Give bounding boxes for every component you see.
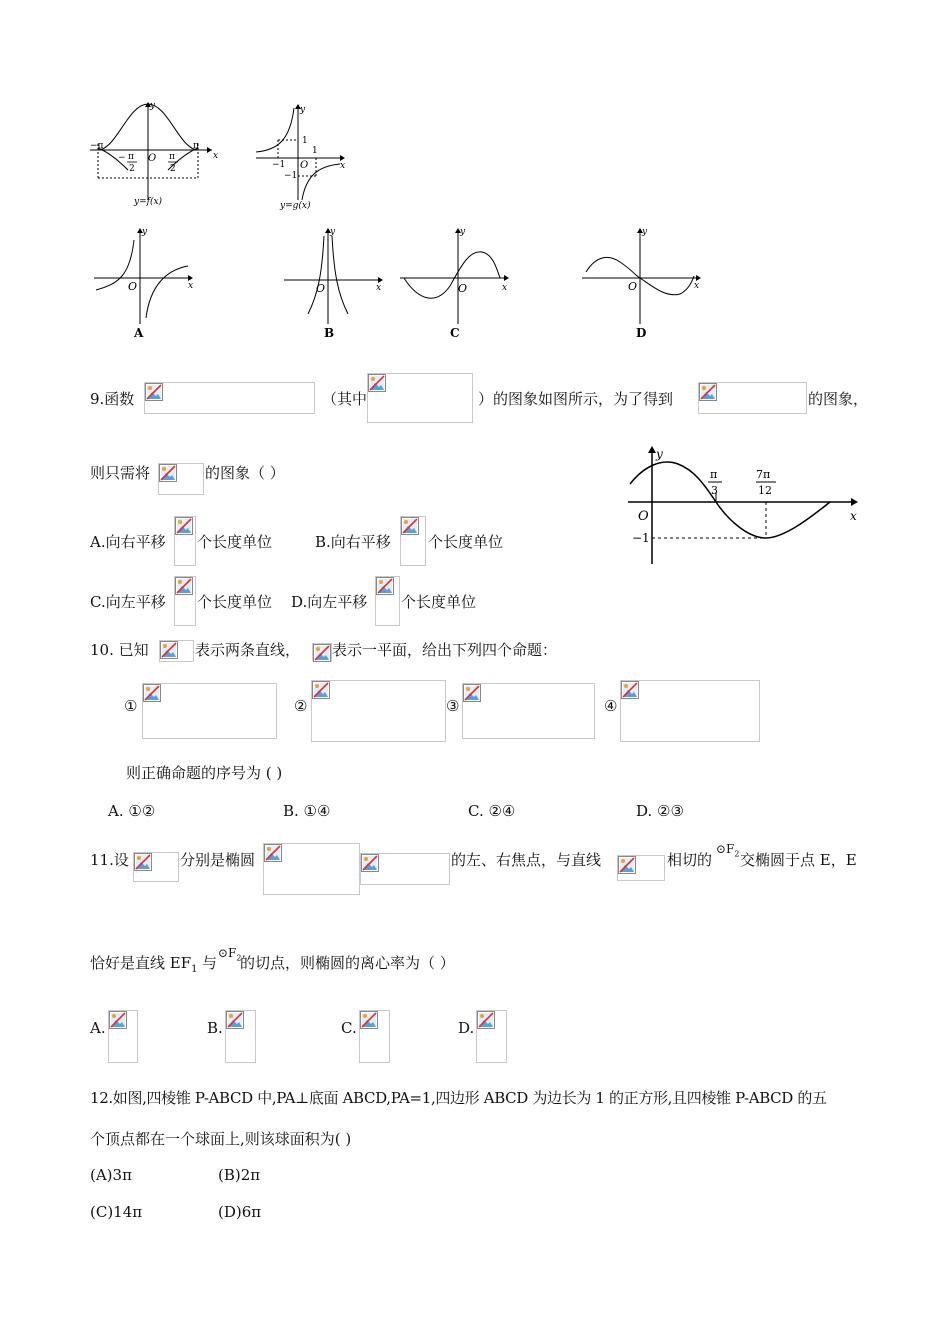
q10-statement-image-2 <box>311 680 446 742</box>
q9-option-a-image <box>174 516 196 566</box>
fx-neg-pi: −π <box>90 141 104 151</box>
q10-ask: 则正确命题的序号为 ( ) <box>126 764 283 782</box>
q9-graph-tick2-den: 12 <box>758 484 772 497</box>
svg-text:O: O <box>316 282 326 295</box>
q11-formula-image-1 <box>133 852 179 882</box>
q9-graph-y: y <box>656 447 663 461</box>
broken-image-icon <box>159 464 177 482</box>
q11-option-c-image <box>359 1010 390 1063</box>
q11-line2-c: 的切点，则椭圆的离心率为（ ） <box>240 954 455 972</box>
q11-option-b-image <box>225 1010 256 1063</box>
svg-text:O: O <box>128 280 138 293</box>
q9-text-4: 的图象， <box>808 390 869 408</box>
q11-line2-a: 恰好是直线 $EF_1$ <box>90 954 198 975</box>
q9-option-a-post: 个长度单位 <box>197 533 273 551</box>
q9-graph-tick1-num: π <box>710 468 718 481</box>
q9-graph-x: x <box>850 509 857 523</box>
q10-statement-image-3 <box>462 683 595 739</box>
q12-line-2: 个顶点都在一个球面上,则该球面积为( ) <box>90 1130 352 1148</box>
broken-image-icon <box>477 1011 495 1029</box>
broken-image-icon <box>313 644 331 662</box>
broken-image-icon <box>134 853 152 871</box>
q9-line2-b: 的图象（ ） <box>205 464 285 482</box>
option-graph-c <box>396 224 516 342</box>
svg-text:x: x <box>188 281 194 291</box>
option-a-label: A <box>134 326 144 340</box>
broken-image-icon <box>143 684 161 702</box>
option-c-label: C <box>450 326 460 340</box>
svg-text:y: y <box>460 227 466 237</box>
svg-text:O: O <box>628 280 638 293</box>
q9-option-c-pre: C.向左平移 <box>90 593 166 611</box>
q10-option-b: B. ①④ <box>283 802 331 820</box>
fx-pi: π <box>193 141 199 151</box>
q9-option-b-pre: B.向右平移 <box>315 533 391 551</box>
option-graph-a <box>90 224 200 342</box>
q9-formula-image-1 <box>144 382 315 414</box>
q9-option-d-image <box>375 576 400 626</box>
broken-image-icon <box>621 681 639 699</box>
q9-formula-image-4 <box>158 463 204 495</box>
q10-circle-4: ④ <box>604 697 618 715</box>
q11-circle-symbol-2: $⊙F_2$ <box>218 946 242 963</box>
q9-option-a-pre: A.向右平移 <box>90 533 166 551</box>
graph-gx <box>250 100 350 212</box>
q11-option-c: C. <box>341 1019 357 1037</box>
fx-y-label: y <box>150 101 156 111</box>
q12-option-b: (B)2π <box>218 1166 261 1184</box>
q11-option-d-image <box>476 1010 507 1063</box>
option-graph-d <box>578 224 708 342</box>
gx-x-label: x <box>340 161 346 171</box>
q9-option-d-post: 个长度单位 <box>401 593 477 611</box>
fx-caption: y=f(x) <box>134 197 163 207</box>
q9-graph-min-label: −1 <box>632 531 650 545</box>
q10-circle-2: ② <box>294 697 308 715</box>
q9-option-c-image <box>174 576 196 626</box>
fx-neg-half-den: 2 <box>129 164 135 174</box>
q10-statement-image-1 <box>142 683 277 739</box>
q11-option-a-image <box>108 1010 138 1063</box>
q9-option-c-post: 个长度单位 <box>197 593 273 611</box>
q9-graph-tick1-den: 3 <box>711 484 718 497</box>
q11-option-d: D. <box>458 1019 475 1037</box>
option-b-label: B <box>324 326 335 340</box>
broken-image-icon <box>175 577 193 595</box>
q12-line-1: 12.如图,四棱锥 P-ABCD 中,PA⊥底面 ABCD,PA=1,四边形 ABCD 为边长为 1 的正方形,且四棱锥 P-ABCD 的五 <box>90 1089 827 1107</box>
q11-option-a: A. <box>90 1019 106 1037</box>
gx-neg-one-y: −1 <box>284 171 298 181</box>
broken-image-icon <box>312 681 330 699</box>
q12-option-d: (D)6π <box>218 1203 262 1221</box>
q10-option-a: A. ①② <box>108 802 156 820</box>
q11-text-2: 分别是椭圆 <box>180 851 256 869</box>
broken-image-icon <box>264 844 282 862</box>
q10-option-c: C. ②④ <box>468 802 516 820</box>
broken-image-icon <box>376 577 394 595</box>
q10-option-d: D. ②③ <box>636 802 684 820</box>
q11-text-4: 相切的 <box>667 851 713 869</box>
broken-image-icon <box>109 1011 127 1029</box>
q11-line2-b: 与 <box>202 954 218 972</box>
q12-option-a: (A)3π <box>90 1166 132 1184</box>
q10-circle-1: ① <box>124 697 138 715</box>
q9-formula-image-2 <box>367 373 473 423</box>
q9-graph-tick2-num: 7π <box>756 468 771 481</box>
svg-text:y: y <box>330 227 336 237</box>
gx-one-y: 1 <box>302 136 308 146</box>
q9-option-b-image <box>400 516 426 566</box>
broken-image-icon <box>145 383 163 401</box>
broken-image-icon <box>226 1011 244 1029</box>
fx-neg-half-num: π <box>128 152 134 162</box>
broken-image-icon <box>360 1011 378 1029</box>
fx-neg-sign: − <box>118 153 126 163</box>
q11-formula-image-3 <box>360 853 450 885</box>
q11-circle-symbol: $⊙F_2$ <box>716 842 740 859</box>
q11-text-5: 交椭圆于点 E，E <box>740 851 857 869</box>
broken-image-icon <box>463 684 481 702</box>
q9-text-2: （其中 <box>322 390 368 408</box>
q9-formula-image-3 <box>698 382 807 414</box>
broken-image-icon <box>160 641 178 659</box>
q9-graph-origin: O <box>638 509 649 524</box>
svg-text:x: x <box>502 283 508 293</box>
graph-fx <box>88 98 228 210</box>
gx-neg-one-x: −1 <box>272 160 286 170</box>
q10-text-2: 表示两条直线， <box>195 641 301 659</box>
fx-origin: O <box>148 153 157 164</box>
q11-text-1: 11.设 <box>90 851 129 869</box>
gx-origin: O <box>300 160 309 171</box>
q10-formula-image-1 <box>159 640 194 662</box>
broken-image-icon <box>618 856 636 874</box>
q10-text-1: 10. 已知 <box>90 641 149 659</box>
q9-text-1: 9.函数 <box>90 390 135 408</box>
q9-option-d-pre: D.向左平移 <box>291 593 368 611</box>
fx-pos-half-num: π <box>169 152 175 162</box>
gx-caption: y=g(x) <box>280 201 311 211</box>
gx-y-label: y <box>300 105 306 115</box>
q10-formula-image-2 <box>312 643 332 661</box>
q10-statement-image-4 <box>620 680 760 742</box>
broken-image-icon <box>361 854 379 872</box>
broken-image-icon <box>401 517 419 535</box>
q10-text-3: 表示一平面，给出下列四个命题： <box>332 641 558 659</box>
option-d-label: D <box>636 326 647 340</box>
q10-circle-3: ③ <box>446 697 460 715</box>
svg-text:y: y <box>642 227 648 237</box>
q11-formula-image-2 <box>263 843 360 895</box>
q9-graph <box>624 440 864 570</box>
broken-image-icon <box>699 383 717 401</box>
svg-text:y: y <box>142 227 148 237</box>
broken-image-icon <box>368 374 386 392</box>
q12-option-c: (C)14π <box>90 1203 143 1221</box>
fx-x-label: x <box>213 151 219 161</box>
svg-text:x: x <box>376 283 382 293</box>
svg-text:x: x <box>694 281 700 291</box>
q9-text-3: ）的图象如图所示，为了得到 <box>478 390 674 408</box>
q11-formula-image-4 <box>617 855 665 881</box>
svg-text:O: O <box>458 282 468 295</box>
q9-option-b-post: 个长度单位 <box>428 533 504 551</box>
q9-line2-a: 则只需将 <box>90 464 151 482</box>
option-graph-b <box>280 224 390 342</box>
gx-one-x: 1 <box>312 146 318 156</box>
fx-pos-half-den: 2 <box>170 164 176 174</box>
broken-image-icon <box>175 517 193 535</box>
q11-option-b: B. <box>207 1019 223 1037</box>
q11-text-3: 的左、右焦点，与直线 <box>451 851 602 869</box>
